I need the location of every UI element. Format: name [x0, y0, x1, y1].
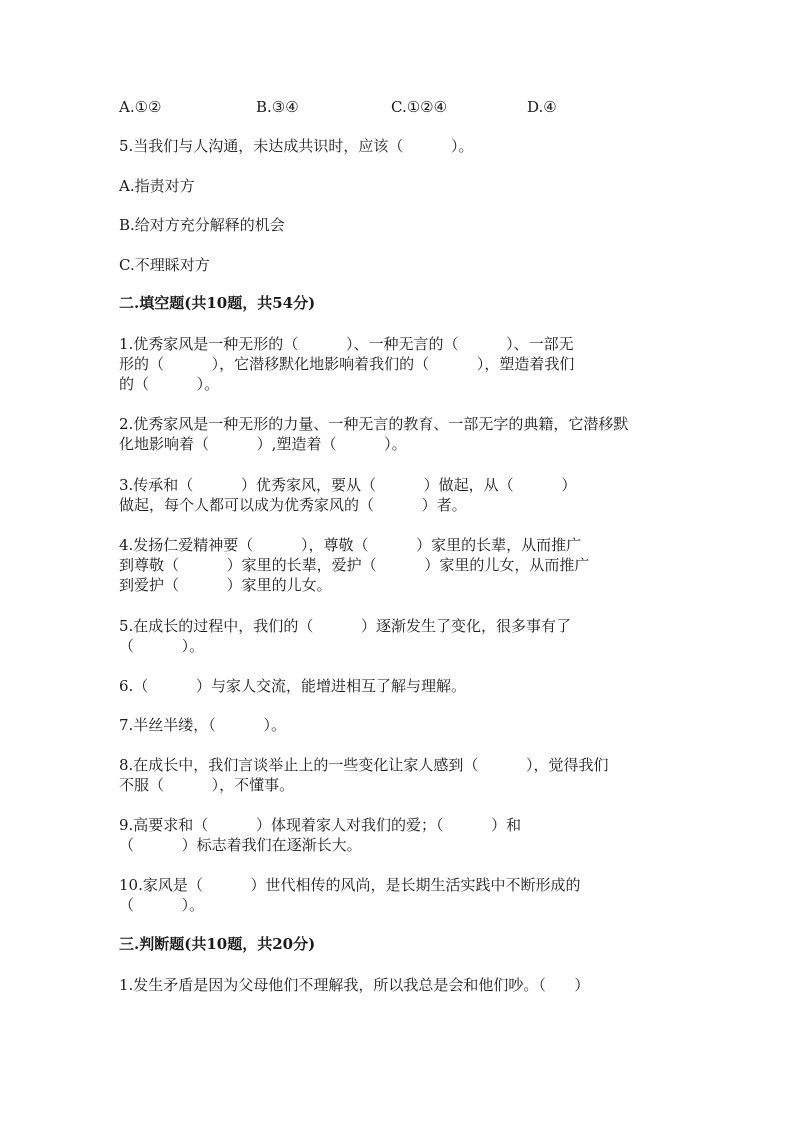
- fill-q2-line2: 化地影响着（ ）,塑造着（ ）。: [119, 435, 407, 453]
- fill-q10-line2: （ ）。: [119, 896, 205, 914]
- fill-q1-line2: 形的（ ），它潜移默化地影响着我们的（ ），塑造着我们: [119, 355, 575, 373]
- fill-q2-line1: 2.优秀家风是一种无形的力量、一种无言的教育、一部无字的典籍，它潜移默: [119, 415, 629, 433]
- fill-q1-line1: 1.优秀家风是一种无形的（ ）、一种无言的（ ）、一部无: [119, 335, 574, 353]
- section-2-title: 二.填空题(共10题，共54分): [119, 294, 316, 312]
- q4-option-c: C.①②④: [391, 98, 448, 116]
- fill-q4-line2: 到尊敬（ ）家里的长辈，爱护（ ）家里的儿女，从而推广: [119, 556, 590, 574]
- fill-q6: 6.（ ）与家人交流，能增进相互了解与理解。: [119, 677, 466, 695]
- q4-option-d: D.④: [527, 98, 557, 116]
- fill-q9-line1: 9.高要求和（ ）体现着家人对我们的爱；（ ）和: [119, 816, 522, 834]
- fill-q10-line1: 10.家风是（ ）世代相传的风尚，是长期生活实践中不断形成的: [119, 876, 581, 894]
- q4-option-a: A.①②: [119, 98, 162, 116]
- q4-option-b: B.③④: [256, 98, 299, 116]
- fill-q3-line1: 3.传承和（ ）优秀家风，要从（ ）做起，从（ ）: [119, 476, 577, 494]
- fill-q3-line2: 做起，每个人都可以成为优秀家风的（ ）者。: [119, 496, 467, 514]
- fill-q1-line3: 的（ ）。: [119, 375, 220, 393]
- fill-q8-line1: 8.在成长中，我们言谈举止上的一些变化让家人感到（ ），觉得我们: [119, 756, 609, 774]
- fill-q8-line2: 不服（ ），不懂事。: [119, 776, 295, 794]
- fill-q9-line2: （ ）标志着我们在逐渐长大。: [119, 836, 362, 854]
- judge-q1: 1.发生矛盾是因为父母他们不理解我，所以我总是会和他们吵。（ ）: [119, 976, 590, 994]
- fill-q5-line1: 5.在成长的过程中，我们的（ ）逐渐发生了变化，很多事有了: [119, 617, 571, 635]
- q5-option-c: C.不理睬对方: [119, 256, 210, 274]
- section-3-title: 三.判断题(共10题，共20分): [119, 935, 316, 953]
- fill-q4-line1: 4.发扬仁爱精神要（ ），尊敬（ ）家里的长辈，从而推广: [119, 536, 582, 554]
- q5-stem: 5.当我们与人沟通，未达成共识时，应该（ ）。: [119, 137, 474, 155]
- fill-q7: 7.半丝半缕，（ ）。: [119, 716, 286, 734]
- fill-q4-line3: 到爱护（ ）家里的儿女。: [119, 576, 332, 594]
- q5-option-b: B.给对方充分解释的机会: [119, 216, 285, 234]
- fill-q5-line2: （ ）。: [119, 637, 205, 655]
- q5-option-a: A.指责对方: [119, 177, 195, 195]
